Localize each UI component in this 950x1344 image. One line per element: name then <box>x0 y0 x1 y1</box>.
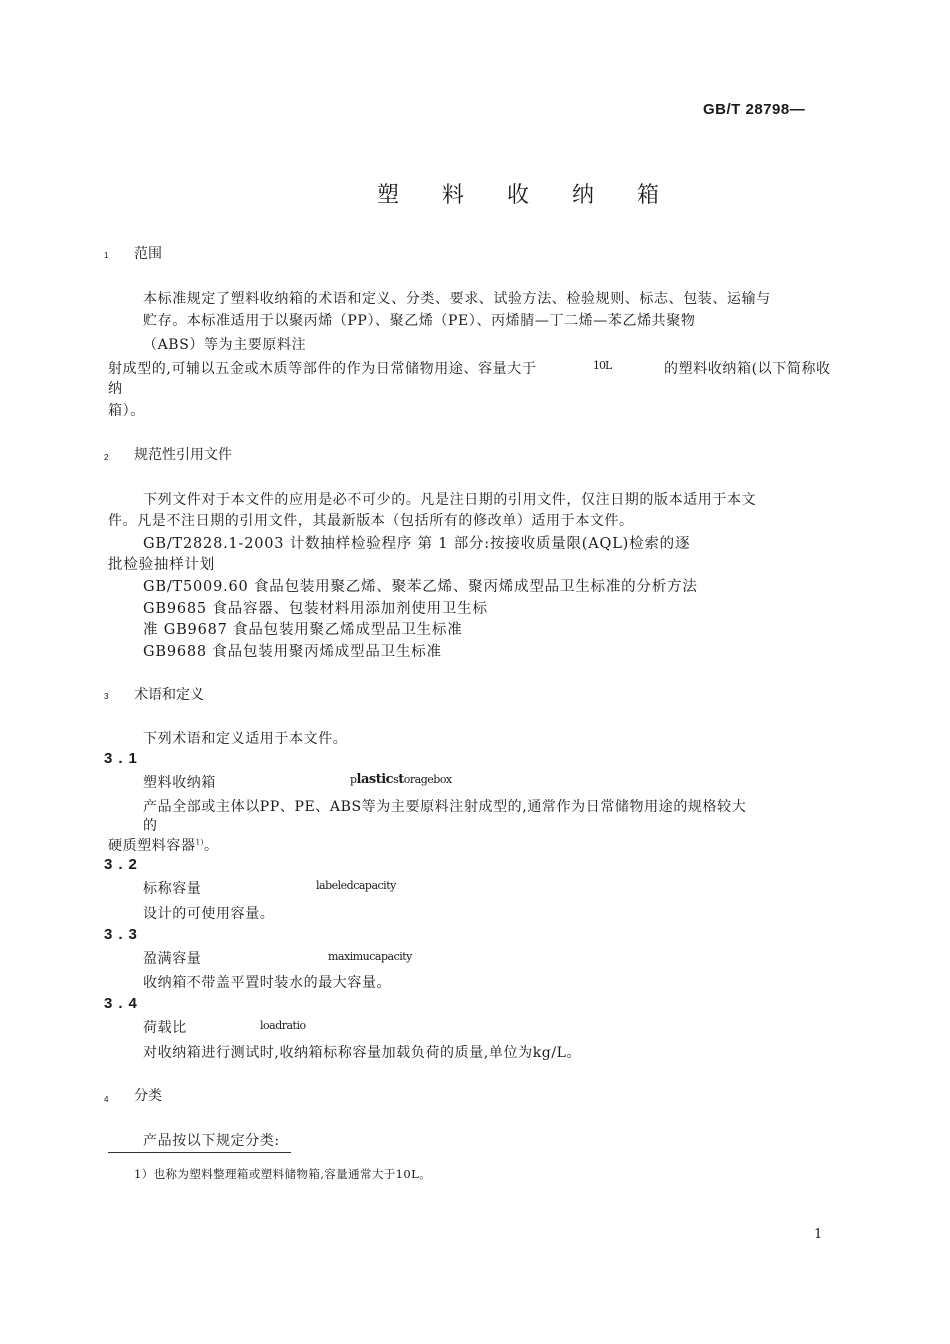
term-definition: 设计的可使用容量。 <box>143 906 275 922</box>
reference-line: GB/T5009.60 食品包装用聚乙烯、聚苯乙烯、聚丙烯成型品卫生标准的分析方法 <box>143 579 698 595</box>
section-number: 4 <box>104 1095 109 1104</box>
term-name: 塑料收纳箱 <box>143 775 216 791</box>
term-english: labeledcapacity <box>316 879 396 892</box>
term-number: 3.4 <box>104 995 143 1012</box>
reference-line: 准 GB9687 食品包装用聚乙烯成型品卫生标准 <box>143 622 463 638</box>
paragraph-line: 纳 <box>108 381 123 397</box>
paragraph-line: 射成型的,可辅以五金或木质等部件的作为日常储物用途、容量大于 <box>108 361 537 377</box>
term-definition: 收纳箱不带盖平置时装水的最大容量。 <box>143 975 392 991</box>
term-number: 3.2 <box>104 856 143 873</box>
term-definition: 硬质塑料容器$^{1)}$。 <box>108 838 219 854</box>
term-definition: 对收纳箱进行测试时,收纳箱标称容量加载负荷的质量,单位为kg/L。 <box>143 1045 582 1061</box>
term-name: 盈满容量 <box>143 951 202 967</box>
term-name: 荷载比 <box>143 1020 187 1036</box>
paragraph-line: 产品按以下规定分类: <box>143 1133 280 1149</box>
reference-line: GB9685 食品容器、包装材料用添加剂使用卫生标 <box>143 601 488 617</box>
term-definition: 产品全部或主体以PP、PE、ABS等为主要原料注射成型的,通常作为日常储物用途的规格较大 <box>143 799 747 815</box>
paragraph-line: 本标准规定了塑料收纳箱的术语和定义、分类、要求、试验方法、检验规则、标志、包装、运输与 <box>143 291 771 307</box>
section-title: 术语和定义 <box>134 687 204 703</box>
section-number: 1 <box>104 251 109 260</box>
reference-line: GB/T2828.1-2003 计数抽样检验程序 第 1 部分:按接收质量限(AQL)检索的逐 <box>143 536 691 552</box>
reference-line: GB9688 食品包装用聚丙烯成型品卫生标准 <box>143 644 442 660</box>
capacity-value: 10L <box>593 359 612 372</box>
term-number: 3.3 <box>104 926 143 943</box>
term-definition: 的 <box>143 818 158 834</box>
paragraph-line: 箱）。 <box>108 403 145 419</box>
section-title: 范围 <box>134 246 162 262</box>
footnote: 1）也称为塑料整理箱或塑料储物箱,容量通常大于10L。 <box>134 1167 432 1181</box>
term-english: loadratio <box>260 1019 306 1032</box>
term-name: 标称容量 <box>143 881 202 897</box>
page-number: 1 <box>814 1227 823 1242</box>
paragraph-line: 的塑料收纳箱(以下简称收 <box>664 361 831 377</box>
term-english: maximucapacity <box>328 950 412 963</box>
section-number: 3 <box>104 692 109 701</box>
section-title: 规范性引用文件 <box>134 447 232 463</box>
document-title: 塑 料 收 纳 箱 <box>377 183 677 208</box>
paragraph-line: 贮存。本标准适用于以聚丙烯（PP）、聚乙烯（PE）、丙烯腈—丁二烯—苯乙烯共聚物 <box>143 313 696 329</box>
paragraph-line: 下列术语和定义适用于本文件。 <box>143 731 348 747</box>
footnote-ref[interactable]: 1) <box>195 838 204 847</box>
section-title: 分类 <box>134 1088 162 1104</box>
section-number: 2 <box>104 453 109 462</box>
paragraph-line: （ABS）等为主要原料注 <box>143 337 307 353</box>
paragraph-line: 下列文件对于本文件的应用是必不可少的。凡是注日期的引用文件，仅注日期的版本适用于本文 <box>143 492 757 508</box>
footnote-separator <box>108 1152 291 1153</box>
standard-code: GB/T 28798— <box>703 101 806 118</box>
paragraph-line: 件。凡是不注日期的引用文件，其最新版本（包括所有的修改单）适用于本文件。 <box>108 513 634 529</box>
term-english: plasticstoragebox <box>350 772 452 787</box>
reference-line: 批检验抽样计划 <box>108 557 216 573</box>
term-number: 3.1 <box>104 750 143 767</box>
